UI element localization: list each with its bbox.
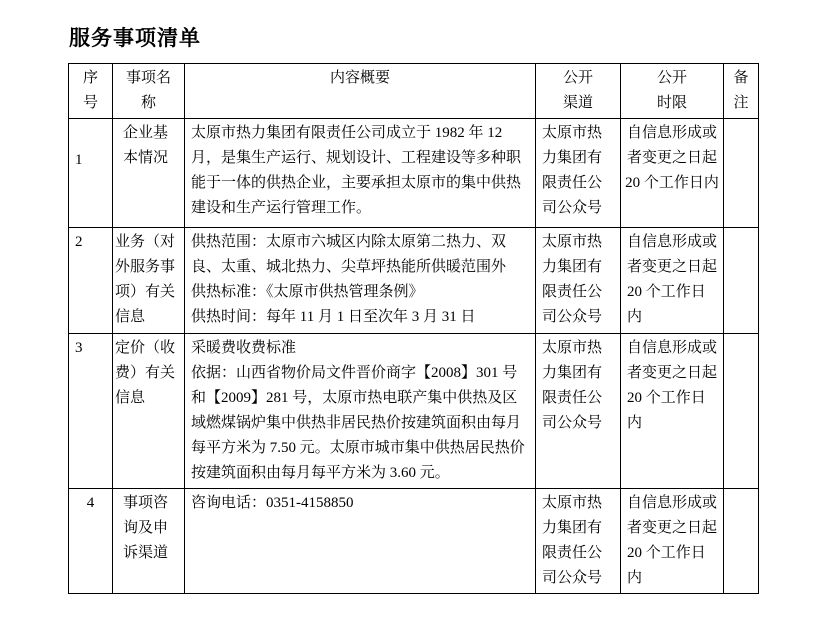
- row-2-summary-paragraph: 供热标准：《太原市供热管理条例》: [191, 284, 424, 300]
- header-channel-label: 公开渠道: [562, 70, 593, 111]
- row-3-summary: [185, 334, 536, 489]
- row-1-channel: 太原市热力集团有限责任公司公众号: [536, 119, 621, 228]
- service-items-table: [68, 63, 759, 594]
- row-4-deadline: 自信息形成或者变更之日起 20 个工作日内: [621, 489, 724, 594]
- header-cell-summary: 内容概要: [185, 64, 536, 119]
- row-1-summary-paragraph: 太原市热力集团有限责任公司成立于 1982 年 12 月，是集生产运行、规划设计、工程建设等多种职能于一体的供热企业，主要承担太原市的集中供热建设和生产运行管理工作。: [191, 125, 522, 216]
- table-row: [69, 334, 759, 489]
- row-1-item-name: 企业基本情况: [113, 119, 185, 228]
- table-row: [69, 119, 759, 228]
- row-2-item-name: 业务（对外服务事项）有关信息: [113, 228, 185, 334]
- header-cell-note: 备注: [724, 64, 759, 119]
- row-2-summary-paragraph: 供热范围：太原市六城区内除太原第二热力、双良、太重、城北热力、尖草坪热能所供暖范围外: [191, 234, 507, 275]
- row-1-note: [724, 119, 759, 228]
- row-2-summary-paragraph: 供热时间：每年 11 月 1 日至次年 3 月 31 日: [191, 309, 476, 325]
- row-4-item-name: 事项咨询及申诉渠道: [113, 489, 185, 594]
- row-4-summary-paragraph: 咨询电话：0351-4158850: [191, 495, 354, 511]
- row-3-summary-paragraph: 依据：山西省物价局文件晋价商字【2008】301 号和【2009】281 号，太原市热电联产集中供热及区域燃煤锅炉集中供热非居民热价按建筑面积由每月每平方米为 7.50 元。太原市城市集中供热居民热价按建筑面积由每月每平方米为 3.60 元。: [191, 365, 525, 481]
- row-1-summary: [185, 119, 536, 228]
- header-cell-channel: [536, 64, 621, 119]
- row-3-deadline: 自信息形成或者变更之日起 20 个工作日内: [621, 334, 724, 489]
- row-1-deadline: 自信息形成或者变更之日起 20 个工作日内: [621, 119, 724, 228]
- header-cell-deadline: [621, 64, 724, 119]
- row-3-channel: 太原市热力集团有限责任公司公众号: [536, 334, 621, 489]
- row-1-number: 1: [69, 119, 113, 228]
- row-4-note: [724, 489, 759, 594]
- row-3-item-name: 定价（收费）有关信息: [113, 334, 185, 489]
- header-cell-item-name: 事项名称: [113, 64, 185, 119]
- row-3-note: [724, 334, 759, 489]
- row-2-number: 2: [69, 228, 113, 334]
- row-4-summary: [185, 489, 536, 594]
- header-deadline-label: 公开时限: [656, 70, 687, 111]
- row-3-number: 3: [69, 334, 113, 489]
- table-row: [69, 228, 759, 334]
- row-2-note: [724, 228, 759, 334]
- page-title: 服务事项清单: [69, 26, 201, 50]
- row-2-summary: [185, 228, 536, 334]
- table-row: [69, 489, 759, 594]
- row-2-deadline: 自信息形成或者变更之日起 20 个工作日内: [621, 228, 724, 334]
- row-4-number: 4: [69, 489, 113, 594]
- header-cell-number: 序号: [69, 64, 113, 119]
- row-3-summary-paragraph: 采暖费收费标准: [191, 340, 297, 356]
- table-header-row: [69, 64, 759, 119]
- row-2-channel: 太原市热力集团有限责任公司公众号: [536, 228, 621, 334]
- row-4-channel: 太原市热力集团有限责任公司公众号: [536, 489, 621, 594]
